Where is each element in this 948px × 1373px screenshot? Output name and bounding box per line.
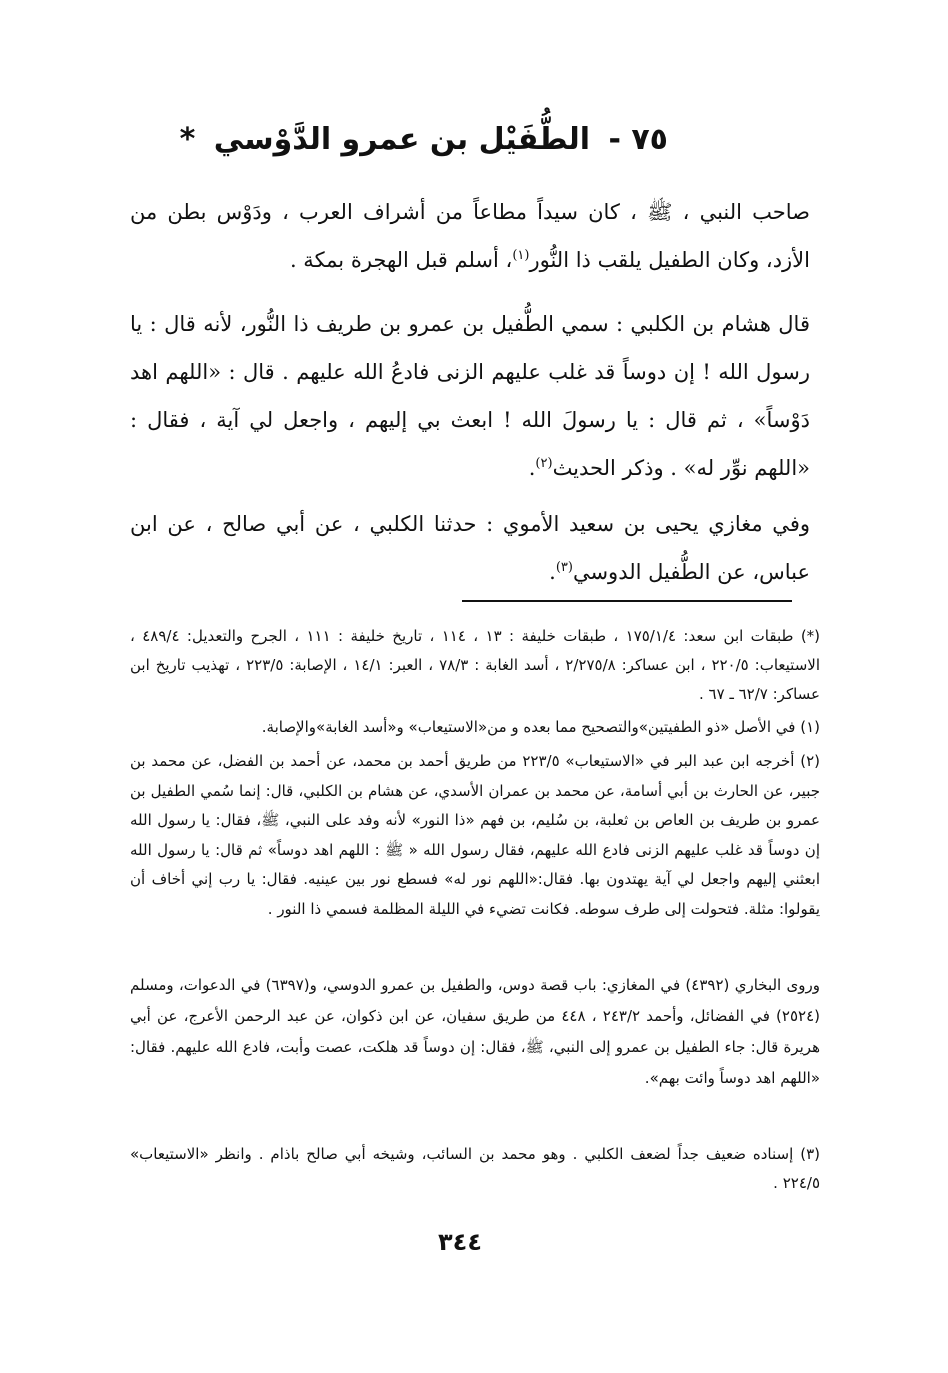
- footnote-1: [130, 713, 820, 741]
- footnote-2-continuation-text: وروى البخاري (٤٣٩٢) في المغازي: باب قصة دوس، والطفيل بن عمرو الدوسي، و(٦٣٩٧) في الدعوات، ومسلم (٢٥٢٤) في الفضائل، وأحمد ٢٤٣/٢ ، ٤٤٨ من طريق سفيان، عن ابن ذكوان، عن عبد الرحمن الأعرج، عن أبي هريرة قال: جاء الطفيل بن عمرو إلى النبي، ﷺ، فقال: إن دوساً قد هلكت، عصت وأبت، فادع الله عليهم. فقال: «اللهم اهد دوساً وائت بهم».: [130, 976, 821, 1087]
- footnote-ref-3: (٣): [555, 560, 573, 575]
- page-number: ٣٤٤: [438, 1228, 482, 1256]
- entry-name: الطُّفَيْل بن عمرو الدَّوْسي: [213, 122, 591, 157]
- footnote-3: [130, 1140, 820, 1198]
- footnote-ref-1: (١): [512, 248, 530, 263]
- footnote-1-text: (١) في الأصل «ذو الطفيتين»والتصحيح مما بعده و من«الاستيعاب» و«أسد الغابة»والإصابة.: [261, 718, 820, 736]
- paragraph-hisham-end: .: [528, 456, 536, 480]
- entry-heading: [140, 120, 668, 160]
- paragraph-hisham: [130, 300, 810, 492]
- paragraph-maghazi-text: وفي مغازي يحيى بن سعيد الأموي : حدثنا الكلبي ، عن أبي صالح ، عن ابن عباس، عن الطُّفيل الدوسي: [130, 512, 810, 584]
- paragraph-intro-end: ، أسلم قبل الهجرة بمكة .: [289, 248, 513, 272]
- entry-number: ٧٥ -: [608, 122, 668, 157]
- footnote-2: [130, 747, 820, 925]
- footnote-sources: [130, 622, 820, 709]
- footnote-2-continuation: [130, 970, 820, 1094]
- footnote-3-text: (٣) إسناده ضعيف جداً لضعف الكلبي . وهو محمد بن السائب، وشيخه أبي صالح باذام . وانظر «الاستيعاب» ٢٢٤/٥ .: [130, 1145, 820, 1192]
- paragraph-intro: [130, 188, 810, 284]
- footnote-divider: [462, 600, 792, 602]
- heading-star-marker: *: [179, 122, 196, 157]
- footnote-2-text: (٢) أخرجه ابن عبد البر في «الاستيعاب» ٢٢٣/٥ من طريق أحمد بن محمد، عن أحمد بن الفضل، عن محمد بن جبير، عن الحارث بن أبي أسامة، عن محمد بن عمران الأسدي، عن هشام بن الكلبي، قال: إنما سُمي الطفيل بن عمرو بن طريف بن العاص بن ثعلبة، بن سُليم، بن فهم «ذا النور» لأنه وفد على النبي، ﷺ، فقال: يا رسول الله إن دوساً قد غلب عليهم الزنى فادع الله عليهم، فقال رسول الله « ﷺ : اللهم اهد دوساً» ثم قال: يا رسول الله ابعثني إليهم واجعل لي آية يهتدون بها. فقال:«اللهم نور له» فسطع نور بين عينيه. فقال: يا رب إني أخاف أن يقولوا: مثلة. فتحولت إلى طرف سوطه. فكانت تضيء في الليلة المظلمة فسمي ذا النور .: [130, 752, 820, 918]
- footnote-ref-2: (٢): [535, 456, 553, 471]
- paragraph-maghazi-end: .: [549, 560, 556, 584]
- paragraph-intro-text: صاحب النبي ، ﷺ ، كان سيداً مطاعاً من أشراف العرب ، ودَوْس بطن من الأزد، وكان الطفيل يلقب ذا النُّور: [130, 200, 810, 272]
- paragraph-maghazi: [130, 500, 810, 596]
- footnote-sources-text: (*) طبقات ابن سعد: ١٧٥/١/٤ ، طبقات خليفة : ١٣ ، ١١٤ ، تاريخ خليفة : ١١١ ، الجرح والتعديل: ٤٨٩/٤ ، الاستيعاب: ٢٢٠/٥ ، ابن عساكر: ٢/٢٧٥/٨ ، أسد الغابة : ٧٨/٣ ، العبر: ١٤/١ ، الإصابة: ٢٢٣/٥ ، تهذيب تاريخ ابن عساكر: ٦٢/٧ ـ ٦٧ .: [130, 627, 821, 703]
- paragraph-hisham-text: قال هشام بن الكلبي : سمي الطُّفيل بن عمرو بن طريف ذا النُّور، لأنه قال : يا رسول الله ! إن دوساً قد غلب عليهم الزنى فادعُ الله عليهم . قال : «اللهم اهد دَوْساً» ، ثم قال : يا رسولَ الله ! ابعث بي إليهم ، واجعل لي آية ، فقال : «اللهم نوِّر له» . وذكر الحديث: [130, 312, 810, 480]
